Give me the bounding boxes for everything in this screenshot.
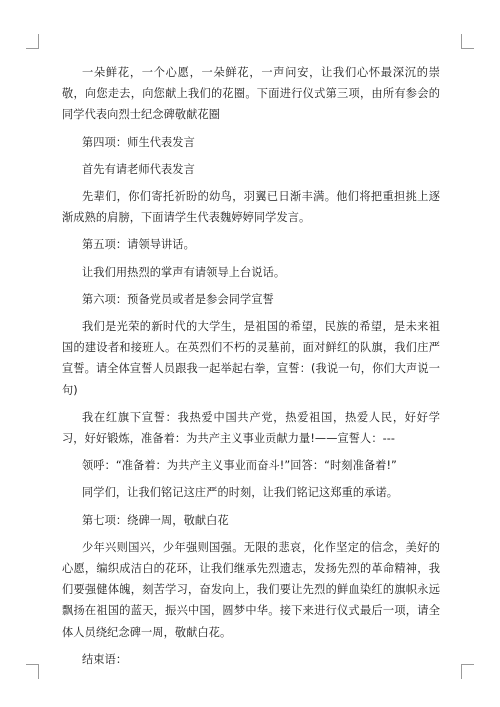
corner-mark-top-left (26, 34, 39, 49)
paragraph-student-speech: 先辈们，你们寄托祈盼的幼鸟，羽翼已日渐丰满。他们将把重担挑上逐渐成熟的肩膀，下面请学生代表魏婷婷同学发言。 (62, 190, 440, 225)
paragraph-oath-intro: 我们是光荣的新时代的大学生，是祖国的希望，民族的希望，是未来祖国的建设者和接班人。在英烈们不朽的灵墓前，面对鲜红的队旗，我们庄严宣誓。请全体宣誓人员跟我一起举起右拳，宣誓：(我说一句，你们大声说一句) (62, 320, 440, 397)
paragraph-oath-text: 我在红旗下宣誓：我热爱中国共产党，热爱祖国，热爱人民，好好学习，好好锻炼，准备着：为共产主义事业贡献力量!——宣誓人：--- (62, 410, 440, 446)
document-body (62, 62, 440, 676)
paragraph-item-four-heading: 第四项：师生代表发言 (82, 135, 195, 149)
corner-mark-bottom-right (461, 664, 474, 679)
paragraph-item-six-heading: 第六项：预备党员或者是参会同学宣誓 (82, 292, 274, 306)
paragraph-item-seven-heading: 第七项：绕碑一周，敬献白花 (82, 513, 229, 527)
paragraph-oath-remember: 同学们，让我们铭记这庄严的时刻，让我们铭记这郑重的承诺。 (82, 486, 399, 500)
paragraph-closing-heading: 结束语： (82, 652, 128, 666)
paragraph-leader-speech: 让我们用热烈的掌声有请领导上台说话。 (82, 265, 286, 279)
corner-mark-bottom-left (26, 664, 39, 679)
paragraph-wreath-offering: 一朵鲜花，一个心愿，一朵鲜花，一声问安，让我们心怀最深沉的崇敬，向您走去，向您献上我们的花圈。下面进行仪式第三项，由所有参会的同学代表向烈士纪念碑敬献花圈 (62, 66, 440, 122)
paragraph-white-flowers: 少年兴则国兴，少年强则国强。无限的悲哀，化作坚定的信念，美好的心愿，编织成洁白的花环，让我们继承先烈遗志，发扬先烈的革命精神，我们要强健体魄，刻苦学习，奋发向上，我们要让先烈的鲜血染红的旗帜永远飘扬在祖国的蓝天，振兴中国，圆梦中华。接下来进行仪式最后一项，请全体人员绕纪念碑一周，敬献白花。 (62, 540, 440, 639)
paragraph-item-five-heading: 第五项：请领导讲话。 (82, 238, 195, 252)
corner-mark-top-right (461, 34, 474, 49)
paragraph-oath-call-response: 领呼：“准备着：为共产主义事业而奋斗!”回答：“时刻准备着!” (82, 459, 397, 473)
paragraph-teacher-speech: 首先有请老师代表发言 (82, 162, 195, 176)
